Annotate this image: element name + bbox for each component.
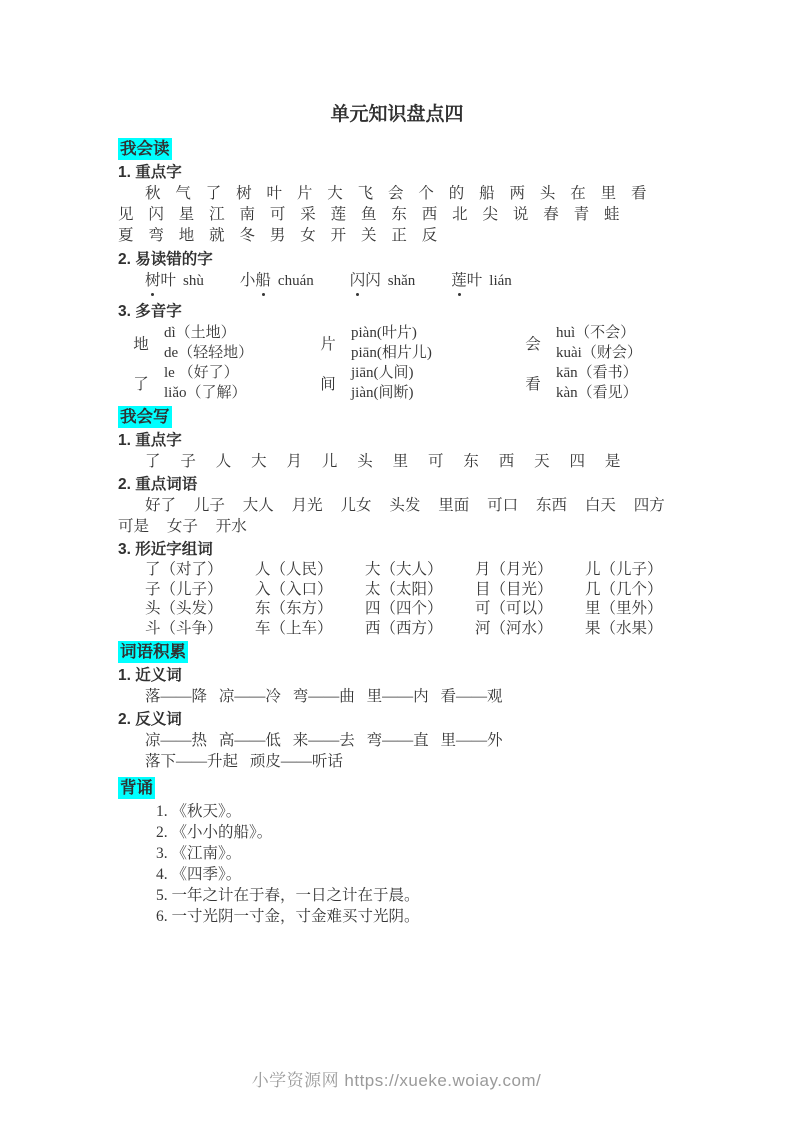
- similar-char-cell: 儿（儿子）: [585, 561, 663, 578]
- mispronounced-list: [118, 270, 676, 299]
- mispronounced-item: 莲叶 lián: [451, 270, 512, 292]
- similar-char-cell: 目（目光）: [475, 580, 553, 598]
- dotted-char: 莲: [451, 272, 467, 289]
- similar-char-cell: 西（西方）: [365, 619, 443, 637]
- polyphonic-reading: le （好了）: [164, 365, 239, 381]
- pinyin-text: chuán: [277, 273, 314, 289]
- synonyms-label: 1. 近义词: [118, 667, 182, 684]
- section-reading: [118, 138, 676, 160]
- polyphonic-reading: piān(相片儿): [351, 345, 432, 361]
- pinyin-text: lián: [489, 273, 512, 289]
- similar-char-cell: 东（东方）: [255, 600, 333, 617]
- similar-char-cell: 入（入口）: [255, 580, 333, 598]
- polyphonic-char: 片: [320, 336, 336, 353]
- writing-keywords-label: 2. 重点词语: [118, 476, 198, 493]
- similar-char-cell: 果（水果）: [585, 619, 663, 637]
- similar-char-cell: 斗（斗争）: [145, 619, 223, 637]
- polyphonic-entry: [510, 323, 676, 363]
- polyphonic-char: 地: [133, 336, 149, 353]
- polyphonic-table: [118, 323, 676, 403]
- reading-polyphonic-label: 3. 多音字: [118, 303, 182, 320]
- polyphonic-reading: liǎo（了解）: [164, 385, 247, 401]
- similar-char-cell: 可（可以）: [475, 600, 553, 617]
- similar-char-cell: 大（大人）: [365, 561, 443, 578]
- recitation-item: 5. 一年之计在于春，一日之计在于晨。: [156, 887, 420, 904]
- recitation-item: 4. 《四季》。: [156, 866, 242, 883]
- polyphonic-reading: kān（看书）: [556, 365, 638, 381]
- recitation-item: 3. 《江南》。: [156, 845, 242, 862]
- similar-char-cell: 人（人民）: [255, 561, 333, 578]
- recitation-item: 1. 《秋天》。: [156, 803, 242, 820]
- recitation-item: 2. 《小小的船》。: [156, 824, 273, 841]
- polyphonic-entry: [118, 323, 305, 363]
- reading-keychars-line1: 秋 气 了 树 叶 片 大 飞 会 个 的 船 两 头 在 里 看: [145, 185, 647, 202]
- similar-char-cell: 了（对了）: [145, 561, 223, 578]
- similar-char-cell: 月（月光）: [475, 561, 553, 578]
- polyphonic-entry: [510, 363, 676, 403]
- antonyms-label: 2. 反义词: [118, 711, 182, 728]
- section-header-writing: 我会写: [120, 408, 170, 426]
- reading-keychars-line2: 见 闪 星 江 南 可 采 莲 鱼 东 西 北 尖 说 春 青 蛙: [118, 206, 620, 223]
- polyphonic-char: 了: [133, 376, 149, 393]
- polyphonic-reading: huì（不会）: [556, 325, 636, 341]
- polyphonic-reading: kuài（财会）: [556, 345, 642, 361]
- section-writing: [118, 406, 676, 428]
- polyphonic-reading: de（轻轻地）: [164, 345, 254, 361]
- similar-char-cell: 太（太阳）: [365, 580, 443, 598]
- polyphonic-entry: [305, 323, 510, 363]
- mispronounced-item: 小船 chuán: [240, 270, 314, 292]
- section-header-vocabulary: 词语积累: [120, 643, 186, 661]
- similar-char-cell: 车（上车）: [255, 619, 333, 637]
- mispronounced-item: 闪闪 shǎn: [350, 270, 416, 292]
- section-header-recitation: 背诵: [120, 779, 153, 797]
- similar-char-cell: 头（头发）: [145, 600, 223, 617]
- similar-char-cell: 里（里外）: [585, 600, 663, 617]
- reading-keychars-label: 1. 重点字: [118, 164, 182, 181]
- section-vocabulary: [118, 641, 676, 663]
- polyphonic-entry: [118, 363, 305, 403]
- synonyms-line: 落——降 凉——冷 弯——曲 里——内 看——观: [145, 688, 503, 705]
- polyphonic-char: 会: [525, 336, 541, 353]
- polyphonic-reading: piàn(叶片): [351, 325, 417, 341]
- polyphonic-char: 间: [320, 376, 336, 393]
- similar-char-cell: 河（河水）: [475, 619, 553, 637]
- dotted-char: 船: [255, 272, 271, 289]
- section-header-reading: 我会读: [120, 140, 170, 158]
- writing-keywords-line1: 好了 儿子 大人 月光 儿女 头发 里面 可口 东西 白天 四方: [145, 497, 665, 514]
- similar-char-cell: 几（几个）: [585, 580, 663, 598]
- polyphonic-reading: kàn（看见）: [556, 385, 638, 401]
- footer-watermark: 小学资源网 https://xueke.woiay.com/: [251, 1071, 542, 1090]
- similar-char-cell: 子（儿子）: [145, 580, 223, 598]
- document-content: [118, 103, 676, 927]
- writing-keywords-line2: 可是 女子 开水: [118, 518, 247, 535]
- pinyin-text: shù: [183, 273, 204, 289]
- writing-keychars-line: 了 子 人 大 月 儿 头 里 可 东 西 天 四 是: [145, 453, 621, 470]
- section-recitation: [118, 777, 676, 799]
- dotted-char: 树: [145, 272, 161, 289]
- page-title: 单元知识盘点四: [330, 104, 464, 125]
- antonyms-line2: 落下——升起 顽皮——听话: [145, 753, 343, 770]
- writing-keychars-label: 1. 重点字: [118, 432, 182, 449]
- polyphonic-reading: dì（土地）: [164, 325, 236, 341]
- polyphonic-reading: jiàn(间断): [351, 385, 414, 401]
- dotted-char: 闪: [349, 272, 366, 289]
- pinyin-text: shǎn: [387, 273, 416, 289]
- reading-mispronounced-label: 2. 易读错的字: [118, 251, 213, 268]
- polyphonic-reading: jiān(人间): [351, 365, 414, 381]
- recitation-item: 6. 一寸光阴一寸金，寸金难买寸光阴。: [156, 908, 420, 925]
- similar-char-cell: 四（四个）: [365, 600, 443, 617]
- recitation-list: [118, 801, 676, 927]
- antonyms-line1: 凉——热 高——低 来——去 弯——直 里——外: [145, 732, 503, 749]
- mispronounced-item: 树叶 shù: [145, 270, 204, 292]
- polyphonic-char: 看: [525, 376, 541, 393]
- similar-chars-grid: [118, 560, 676, 638]
- writing-similarchars-label: 3. 形近字组词: [118, 541, 213, 558]
- reading-keychars-line3: 夏 弯 地 就 冬 男 女 开 关 正 反: [118, 227, 438, 244]
- polyphonic-entry: [305, 363, 510, 403]
